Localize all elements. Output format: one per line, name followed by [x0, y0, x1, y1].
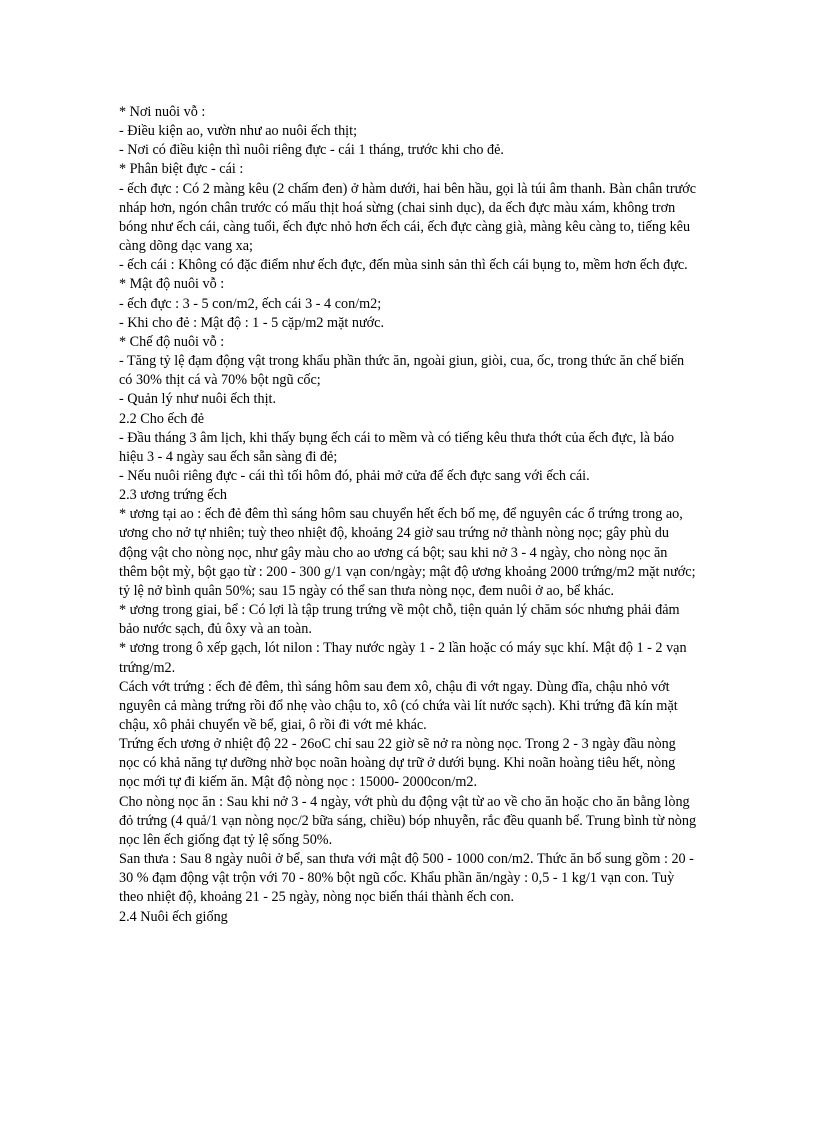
paragraph-san-thua: San thưa : Sau 8 ngày nuôi ở bể, san thưa với mật độ 500 - 1000 con/m2. Thức ăn bổ sung gồm : 20 - 30 % đạm động vật trộn với 70 - 80% bột ngũ cốc. Khẩu phần ăn/ngày : 0,5 - 1 kg/1 vạn con. Tuỳ theo nhiệt độ, khoảng 21 - 25 ngày, nòng nọc biến thái thành ếch con. [119, 851, 694, 906]
paragraph-ech-duc: - ếch đực : Có 2 màng kêu (2 chấm đen) ở hàm dưới, hai bên hầu, gọi là túi âm thanh. Bàn chân trước nháp hơn, ngón chân trước có mấu thịt hoá sừng (chai sinh dục), da ếch đực màu xám, không trơn bóng như ếch cái, càng tuổi, ếch đực nhỏ hơn ếch cái, ếch đực càng già, màng kêu càng to, tiếng kêu càng dõng dạc vang xa; [119, 180, 697, 255]
section-heading-cho-ech-de: 2.2 Cho ếch đẻ [119, 410, 205, 427]
section-heading-uong-trung: 2.3 ương trứng ếch [119, 487, 227, 504]
paragraph-ech-cai: - ếch cái : Không có đặc điểm như ếch đực, đến mùa sinh sản thì ếch cái bụng to, mềm hơn ếch đực. [119, 257, 688, 274]
paragraph-noi-nuoi-vo-heading: * Nơi nuôi vỗ : [119, 104, 206, 120]
paragraph-trung-ech-uong: Trứng ếch ương ở nhiệt độ 22 - 26oC chỉ sau 22 giờ sẽ nở ra nòng nọc. Trong 2 - 3 ngày đầu nòng nọc có khả năng tự dưỡng nhờ bọc noãn hoàng dự trữ ở dưới bụng. Khi noãn hoàng tiêu hết, nòng nọc mới tự đi kiếm ăn. Mật độ nòng nọc : 15000- 2000con/m2. [119, 736, 676, 791]
paragraph-mat-do-khi-cho-de: - Khi cho đẻ : Mật độ : 1 - 5 cặp/m2 mặt nước. [119, 314, 384, 331]
document-body [119, 103, 699, 927]
paragraph-neu-nuoi-rieng: - Nếu nuôi riêng đực - cái thì tối hôm đó, phải mở cửa để ếch đực sang với ếch cái. [119, 467, 590, 484]
paragraph-mat-do-heading: * Mật độ nuôi vỗ : [119, 276, 225, 293]
paragraph-cach-vot-trung: Cách vớt trứng : ếch đẻ đêm, thì sáng hôm sau đem xô, chậu đi vớt ngay. Dùng đĩa, chậu nhỏ vớt nguyên cả màng trứng rồi đổ nhẹ vào chậu to, xô (có chứa vài lít nước sạch). Khi trứng đã kín mặt chậu, xô phải chuyển về bể, giai, ô rồi đi vớt mẻ khác. [119, 678, 678, 733]
paragraph-dieu-kien-ao: - Điều kiện ao, vườn như ao nuôi ếch thịt; [119, 123, 358, 140]
paragraph-uong-trong-giai: * ương trong giai, bể : Có lợi là tập trung trứng về một chỗ, tiện quản lý chăm sóc nhưng phải đảm bảo nước sạch, đủ ôxy và an toàn. [119, 602, 680, 638]
paragraph-phan-biet-heading: * Phân biệt đực - cái : [119, 161, 244, 178]
paragraph-dau-thang: - Đầu tháng 3 âm lịch, khi thấy bụng ếch cái to mềm và có tiếng kêu thưa thớt của ếch đực, là báo hiệu 3 - 4 ngày sau ếch sẵn sàng đi đẻ; [119, 429, 675, 465]
paragraph-uong-trong-o: * ương trong ô xếp gạch, lót nilon : Thay nước ngày 1 - 2 lần hoặc có máy sục khí. Mật độ 1 - 2 vạn trứng/m2. [119, 640, 687, 676]
section-heading-nuoi-ech-giong: 2.4 Nuôi ếch giống [119, 908, 228, 925]
paragraph-mat-do-ech-duc: - ếch đực : 3 - 5 con/m2, ếch cái 3 - 4 con/m2; [119, 295, 382, 312]
paragraph-cho-nong-noc-an: Cho nòng nọc ăn : Sau khi nở 3 - 4 ngày, vớt phù du động vật từ ao về cho ăn hoặc cho ăn bằng lòng đỏ trứng (4 quả/1 vạn nòng nọc/2 bữa sáng, chiều) bóp nhuyễn, rắc đều quanh bể. Trung bình từ nòng nọc lên ếch giống đạt tỷ lệ sống 50%. [119, 793, 697, 848]
paragraph-uong-tai-ao: * ương tại ao : ếch đẻ đêm thì sáng hôm sau chuyển hết ếch bố mẹ, để nguyên các ổ trứng trong ao, ương cho nở tự nhiên; tuỳ theo nhiệt độ, khoảng 24 giờ sau trứng nở thành nòng nọc; gây phù du động vật cho nòng nọc, như gây màu cho ao ương cá bột; sau khi nở 3 - 4 ngày, cho nòng nọc ăn thêm bột mỳ, bột gạo từ : 200 - 300 g/1 vạn con/ngày; mật độ ương khoảng 2000 trứng/m2 mặt nước; tỷ lệ nở bình quân 50%; sau 15 ngày có thể san thưa nòng nọc, đem nuôi ở ao, bể khác. [119, 506, 696, 599]
paragraph-quan-ly: - Quản lý như nuôi ếch thịt. [119, 391, 277, 408]
paragraph-tang-ty-le-dam: - Tăng tỷ lệ đạm động vật trong khẩu phần thức ăn, ngoài giun, giòi, cua, ốc, trong thức ăn chế biến có 30% thịt cá và 70% bột ngũ cốc; [119, 353, 685, 389]
paragraph-che-do-heading: * Chế độ nuôi vỗ : [119, 333, 225, 350]
paragraph-noi-co-dieu-kien: - Nơi có điều kiện thì nuôi riêng đực - cái 1 tháng, trước khi cho đẻ. [119, 142, 504, 159]
